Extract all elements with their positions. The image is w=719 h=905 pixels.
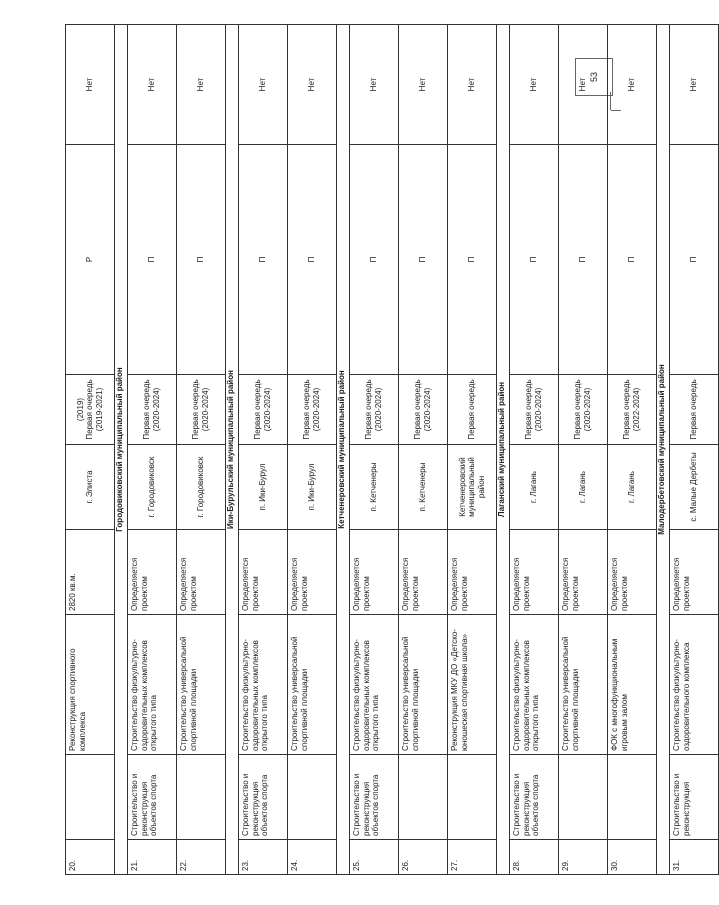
type-cell: П (510, 145, 559, 375)
object-name-cell: Строительство универсальной спортивной площадки (559, 615, 608, 755)
location-cell: г. Элиста (66, 445, 115, 530)
type-cell: П (350, 145, 399, 375)
row-number: 28. (510, 840, 559, 875)
object-name-cell: Строительство универсальной спортивной площадки (399, 615, 448, 755)
object-name-cell: Реконструкция спортивного комплекса (66, 615, 115, 755)
row-number: 31. (670, 840, 719, 875)
stage-cell: Первая очередь (448, 375, 497, 445)
category-cell (177, 755, 226, 840)
category-cell (66, 755, 115, 840)
row-number: 24. (288, 840, 337, 875)
district-header: Лаганский муниципальный район (497, 25, 510, 875)
location-cell: г. Лагань (608, 445, 657, 530)
table-row (288, 25, 337, 875)
location-cell: г. Лагань (510, 445, 559, 530)
location-cell: г. Городовиковск (177, 445, 226, 530)
type-cell: П (288, 145, 337, 375)
table-row (350, 25, 399, 875)
table-row (239, 25, 288, 875)
table-row (448, 25, 497, 875)
type-cell: П (448, 145, 497, 375)
capacity-cell: 2820 кв.м. (66, 530, 115, 615)
type-cell: П (399, 145, 448, 375)
object-name-cell: Строительство физкультурно-оздоровительных комплексов открытого типа (350, 615, 399, 755)
table-row (66, 25, 115, 875)
category-cell: Строительство и реконструкция объектов спорта (350, 755, 399, 840)
location-cell: п. Ики-Бурул (288, 445, 337, 530)
stage-cell: Первая очередь (2020-2024) (128, 375, 177, 445)
object-name-cell: Строительство универсальной спортивной площадки (288, 615, 337, 755)
category-cell (448, 755, 497, 840)
category-cell (559, 755, 608, 840)
capacity-cell: Определяется проектом (608, 530, 657, 615)
stage-cell: Первая очередь (670, 375, 719, 445)
type-cell: П (177, 145, 226, 375)
row-number: 21. (128, 840, 177, 875)
table-row (608, 25, 657, 875)
capacity-cell: Определяется проектом (350, 530, 399, 615)
capacity-cell: Определяется проектом (559, 530, 608, 615)
district-header: Малодербетовский муниципальный район (657, 25, 670, 875)
table-row (177, 25, 226, 875)
district-header-row (657, 25, 670, 875)
capacity-cell: Определяется проектом (448, 530, 497, 615)
facilities-table (65, 24, 719, 875)
object-name-cell: Строительство универсальной спортивной площадки (177, 615, 226, 755)
row-number: 26. (399, 840, 448, 875)
status-cell: Нет (559, 25, 608, 145)
category-cell: Строительство и реконструкция объектов спорта (510, 755, 559, 840)
stage-cell: (2019) Первая очередь (2019-2021) (66, 375, 115, 445)
location-cell: с. Малые Дербеты (670, 445, 719, 530)
stage-cell: Первая очередь (2020-2024) (239, 375, 288, 445)
table-row (559, 25, 608, 875)
table-row (128, 25, 177, 875)
status-cell: Нет (608, 25, 657, 145)
location-cell: г. Лагань (559, 445, 608, 530)
status-cell: Нет (128, 25, 177, 145)
stage-cell: Первая очередь (2020-2024) (399, 375, 448, 445)
type-cell: П (559, 145, 608, 375)
capacity-cell: Определяется проектом (239, 530, 288, 615)
status-cell: Нет (288, 25, 337, 145)
stage-cell: Первая очередь (2020-2024) (350, 375, 399, 445)
category-cell: Строительство и реконструкция объектов спорта (128, 755, 177, 840)
object-name-cell: Строительство физкультурно-оздоровительных комплексов открытого типа (128, 615, 177, 755)
category-cell (608, 755, 657, 840)
stage-cell: Первая очередь (2022-2024) (608, 375, 657, 445)
capacity-cell: Определяется проектом (128, 530, 177, 615)
row-number: 20. (66, 840, 115, 875)
district-header: Кетченеровский муниципальный район (337, 25, 350, 875)
category-cell (288, 755, 337, 840)
type-cell: П (239, 145, 288, 375)
object-name-cell: Строительство физкультурно-оздоровительного комплекса (670, 615, 719, 755)
capacity-cell: Определяется проектом (288, 530, 337, 615)
district-header: Городовиковский муниципальный район (115, 25, 128, 875)
capacity-cell: Определяется проектом (399, 530, 448, 615)
status-cell: Нет (66, 25, 115, 145)
stage-cell: Первая очередь (2020-2024) (510, 375, 559, 445)
row-number: 29. (559, 840, 608, 875)
status-cell: Нет (177, 25, 226, 145)
type-cell: Р (66, 145, 115, 375)
type-cell: П (128, 145, 177, 375)
district-header-row (115, 25, 128, 875)
status-cell: Нет (399, 25, 448, 145)
location-cell: Кетченеровский муниципальный район (448, 445, 497, 530)
type-cell: П (670, 145, 719, 375)
stage-cell: Первая очередь (2020-2024) (559, 375, 608, 445)
status-cell: Нет (670, 25, 719, 145)
location-cell: п. Кетченеры (350, 445, 399, 530)
object-name-cell: Строительство физкультурно-оздоровительных комплексов открытого типа (239, 615, 288, 755)
object-name-cell: Реконструкция МКУ ДО «Детско-юношеская спортивная школа» (448, 615, 497, 755)
table-row (670, 25, 719, 875)
location-cell: п. Кетченеры (399, 445, 448, 530)
status-cell: Нет (448, 25, 497, 145)
table-row (399, 25, 448, 875)
row-number: 27. (448, 840, 497, 875)
row-number: 22. (177, 840, 226, 875)
capacity-cell: Определяется проектом (510, 530, 559, 615)
table-row (510, 25, 559, 875)
stage-cell: Первая очередь (2020-2024) (288, 375, 337, 445)
capacity-cell: Определяется проектом (670, 530, 719, 615)
page-number: 53 (588, 71, 599, 83)
district-header-row (226, 25, 239, 875)
district-header-row (497, 25, 510, 875)
category-cell: Строительство и реконструкция объектов спорта (239, 755, 288, 840)
row-number: 23. (239, 840, 288, 875)
capacity-cell: Определяется проектом (177, 530, 226, 615)
location-cell: п. Ики-Бурул (239, 445, 288, 530)
stage-cell: Первая очередь (2020-2024) (177, 375, 226, 445)
category-cell: Строительство и реконструкция (670, 755, 719, 840)
status-cell: Нет (350, 25, 399, 145)
status-cell: Нет (510, 25, 559, 145)
object-name-cell: ФОК с многофункциональным игровым залом (608, 615, 657, 755)
district-header: Ики-Бурульский муниципальный район (226, 25, 239, 875)
row-number: 25. (350, 840, 399, 875)
district-header-row (337, 25, 350, 875)
object-name-cell: Строительство физкультурно-оздоровительных комплексов открытого типа (510, 615, 559, 755)
row-number: 30. (608, 840, 657, 875)
location-cell: г. Городовиковск (128, 445, 177, 530)
table-body (66, 25, 719, 875)
status-cell: Нет (239, 25, 288, 145)
type-cell: П (608, 145, 657, 375)
category-cell (399, 755, 448, 840)
